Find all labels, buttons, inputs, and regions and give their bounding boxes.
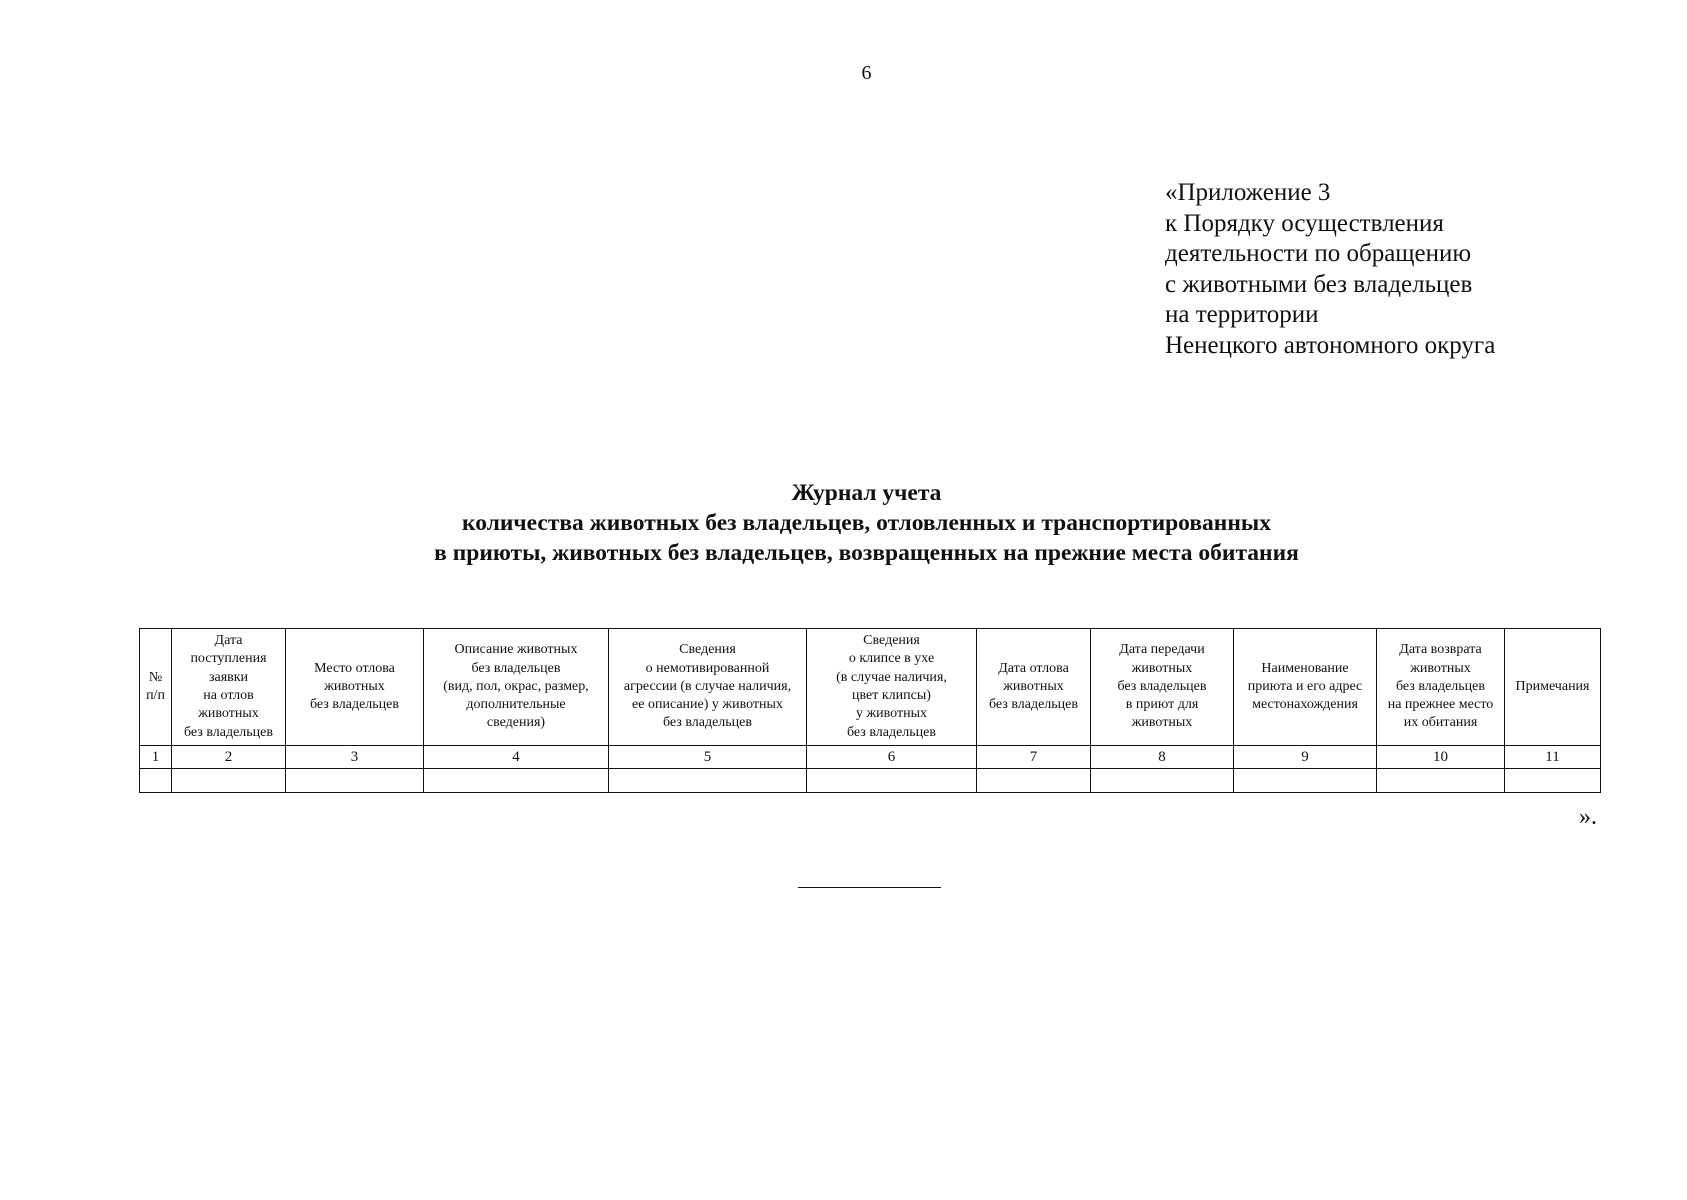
column-header: Сведения о клипсе в ухе (в случае наличия, цвет клипсы) у животных без владельцев: [807, 629, 977, 746]
empty-cell: [424, 769, 609, 793]
empty-cell: [1234, 769, 1377, 793]
column-header: Наименование приюта и его адрес местонахождения: [1234, 629, 1377, 746]
column-header: Дата отлова животных без владельцев: [977, 629, 1091, 746]
appendix-line: на территории: [1165, 301, 1319, 328]
column-number: 8: [1091, 746, 1234, 769]
empty-cell: [286, 769, 424, 793]
column-number: 7: [977, 746, 1091, 769]
column-number: 10: [1377, 746, 1505, 769]
closing-quote: ».: [1579, 804, 1597, 830]
table-header-row: [140, 629, 1601, 746]
title-line: в приюты, животных без владельцев, возвращенных на прежние места обитания: [434, 540, 1299, 566]
column-number: 3: [286, 746, 424, 769]
appendix-line: к Порядку осуществления: [1165, 209, 1444, 237]
column-header: Сведения о немотивированной агрессии (в случае наличия, ее описание) у животных без владельцев: [609, 629, 807, 746]
appendix-reference: [1165, 178, 1495, 361]
empty-cell: [140, 769, 172, 793]
column-number: 6: [807, 746, 977, 769]
column-header: № п/п: [140, 629, 172, 746]
appendix-line: деятельности по обращению: [1165, 240, 1472, 267]
column-number: 4: [424, 746, 609, 769]
title-line: количества животных без владельцев, отловленных и транспортированных: [462, 510, 1271, 536]
empty-cell: [609, 769, 807, 793]
appendix-line: с животными без владельцев: [1165, 270, 1473, 298]
column-number: 1: [140, 746, 172, 769]
column-header: Описание животных без владельцев (вид, пол, окрас, размер, дополнительные сведения): [424, 629, 609, 746]
journal-table: [139, 628, 1601, 793]
empty-data-row: [140, 769, 1601, 793]
column-header: Примечания: [1505, 629, 1601, 746]
document-title: [0, 478, 1687, 568]
empty-cell: [807, 769, 977, 793]
column-number: 9: [1234, 746, 1377, 769]
column-header: Дата передачи животных без владельцев в приют для животных: [1091, 629, 1234, 746]
empty-cell: [1505, 769, 1601, 793]
empty-cell: [1091, 769, 1234, 793]
column-number: 2: [172, 746, 286, 769]
column-header: Дата поступления заявки на отлов животных без владельцев: [172, 629, 286, 746]
column-header: Место отлова животных без владельцев: [286, 629, 424, 746]
page-number: 6: [861, 62, 872, 84]
column-number: 5: [609, 746, 807, 769]
title-line: Журнал учета: [791, 480, 942, 506]
appendix-line: «Приложение 3: [1165, 179, 1331, 206]
end-divider: [798, 887, 941, 888]
column-number: 11: [1505, 746, 1601, 769]
empty-cell: [977, 769, 1091, 793]
empty-cell: [172, 769, 286, 793]
appendix-line: Ненецкого автономного округа: [1165, 331, 1496, 359]
column-header: Дата возврата животных без владельцев на прежнее место их обитания: [1377, 629, 1505, 746]
column-number-row: [140, 746, 1601, 769]
empty-cell: [1377, 769, 1505, 793]
